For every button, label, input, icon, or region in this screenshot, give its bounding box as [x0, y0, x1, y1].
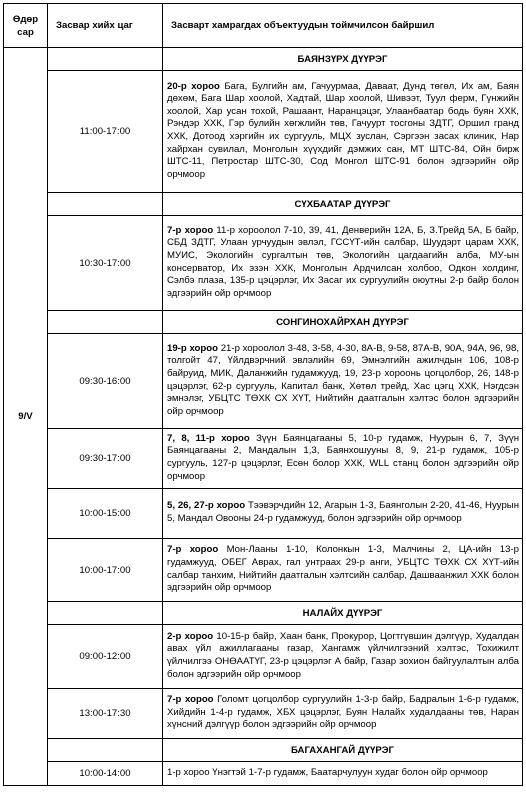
time-cell: 10:30-17:00	[48, 216, 163, 311]
time-cell: 13:00-17:30	[48, 689, 163, 739]
time-cell-blank	[48, 739, 163, 762]
khoroo-label: 2-р хороо	[167, 630, 214, 642]
location-text: Голомт цогцолбор сургуулийн 1-3-р байр, Бадралын 1-6-р гудамж, Хийдийн 1-4-р гудамж, ХБХ цэцэрлэг, Буян Налайх худалдааны төв, Наран хүнсний дэлгүүр болон эдгээрийн ойр орчмоор	[167, 694, 519, 731]
time-cell-blank	[48, 602, 163, 625]
khoroo-label: 7-р хороо	[167, 224, 214, 236]
location-cell	[163, 625, 523, 689]
location-text: Бага, Булгийн ам, Гачуурмаа, Даваат, Дунд төгөл, Их ам, Баян дөхөм, Бага Шар хоолой, Хадтай, Шар хоолой, Шивээт, Туул ферм, Гүнжийн хоолой, Хар усан тохой, Рашаант, Наранцэцэг, Улаанбаатар бодь буян ХХК, Рэндэр ХХК, Гэр булийн хөгжлийн төв, Гачуурт тосгоны ЗДТГ, Оршил гранд ХХК, Дотоод хэргийн их сургууль, МЦХ зуслан, Сэргээн засах клиник, Нар хайрхан сувилал, Монголын хүүхдийг дэмжих сан, МТ ШТС-84, Ойн бирж ШТС-11, Петростар ШТС-30, Сод Монгол ШТС-91 болон эдгээрийн ойр орчмоор	[167, 80, 519, 180]
time-cell: 09:30-16:00	[48, 334, 163, 429]
location-cell	[163, 429, 523, 489]
time-cell: 10:00-17:00	[48, 539, 163, 602]
location-cell	[163, 762, 523, 786]
schedule-row	[4, 689, 523, 739]
location-cell	[163, 334, 523, 429]
khoroo-label: 7-р хороо	[167, 694, 214, 706]
outage-schedule-table	[3, 3, 523, 786]
location-text: Мон-Лааны 1-10, Колонкын 1-3, Малчины 2, ЦА-ийн 13-р гудамжууд, ОБЕГ Аврах, гал унтраах 29-р анги, УБЦТС ТӨХК СХ ХҮТ-ийн салбар танхим, Нийтийн даатгалын хэлтсийн салбар, Дашваанжил ХХК болон эдгээрийн ойр орчмоор	[167, 544, 519, 594]
location-text: 11-р хороолол 7-10, 39, 41, Денверийн 12А, Б, З.Трейд 5А, Б байр, СБД ЗДТГ, Улаан урчуудын эвлэл, ГССҮТ-ийн салбар, Шуудэрт царам ХХК, МУИС, Экологийн сургалтын төв, Экологийн цагдаагийн алба, МУ-ын консерватор, Их эзэн ХХК, Монголын Ардчилсан холбоо, Одкон холдинг, Сэлбэ плаза, 135-р цэцэрлэг, Их Засаг их сургуулийн оюутны 2-р байр болон эдгээрийн ойр орчмоор	[167, 224, 520, 299]
location-text: Зүүн Баянцагааны 5, 10-р гудамж, Нуурын 6, 7, Зүүн Баянцагааны 2, Мандалын 1,3, Баянхошууны 8, 9, 21-р гудамж, 105-р сургууль, 127-р цэцэрлэг, Есөн болор ХХК, WLL станц болон эдгээрийн ойр орчмоор	[167, 432, 519, 482]
district-name: БАЯНЗҮРХ ДҮҮРЭГ	[163, 48, 523, 71]
time-cell-blank	[48, 193, 163, 216]
time-cell: 11:00-17:00	[48, 71, 163, 193]
location-text: 10-15-р байр, Хаан банк, Прокурор, Цогтгүвшин дэлгүүр, Худалдан авах үйл ажиллагааны газар, Хангамж үйлчилгээний хэлтэс, Тохижилт үйлчилгээ ОНӨААТҮГ, 23-р цэцэрлэг А байр, Газар зохион байгуулалтын алба болон эдгээрийн ойр орчмоор	[167, 630, 520, 680]
schedule-row	[4, 762, 523, 786]
khoroo-label: 20-р хороо	[167, 80, 220, 92]
location-cell	[163, 689, 523, 739]
khoroo-label: 7-р хороо	[167, 544, 219, 556]
table-header-row	[4, 4, 523, 48]
location-cell	[163, 71, 523, 193]
location-text: 1-р хороо Үнэгтэй 1-7-р гудамж, Баатарчулуун худаг болон ойр орчмоор	[167, 766, 488, 778]
time-cell: 10:00-15:00	[48, 489, 163, 539]
khoroo-label: 5, 26, 27-р хороо	[167, 500, 246, 512]
time-cell: 09:00-12:00	[48, 625, 163, 689]
location-cell	[163, 539, 523, 602]
time-cell-blank	[48, 311, 163, 334]
schedule-row	[4, 71, 523, 193]
schedule-row	[4, 334, 523, 429]
time-cell: 09:30-17:00	[48, 429, 163, 489]
district-row	[4, 48, 523, 71]
district-row	[4, 739, 523, 762]
location-text: Тээвэрчдийн 12, Агарын 1-3, Баянголын 2-20, 41-46, Нуурын 5, Мандал Овооны 24-р гудамжууд, болон эдгээрийн ойр орчмоор	[167, 500, 519, 524]
location-cell	[163, 489, 523, 539]
khoroo-label: 19-р хороо	[167, 342, 218, 354]
schedule-row	[4, 489, 523, 539]
district-name: СҮХБААТАР ДҮҮРЭГ	[163, 193, 523, 216]
header-location: Засварт хамрагдах объектуудын тоймчилсон байршил	[163, 4, 523, 48]
schedule-row	[4, 625, 523, 689]
khoroo-label: 7, 8, 11-р хороо	[167, 432, 250, 444]
district-name: БАГАХАНГАЙ ДҮҮРЭГ	[163, 739, 523, 762]
district-name: НАЛАЙХ ДҮҮРЭГ	[163, 602, 523, 625]
district-row	[4, 193, 523, 216]
schedule-row	[4, 216, 523, 311]
schedule-row	[4, 539, 523, 602]
header-time: Засвар хийх цаг	[48, 4, 163, 48]
schedule-row	[4, 429, 523, 489]
time-cell-blank	[48, 48, 163, 71]
location-cell	[163, 216, 523, 311]
header-date: Өдөр сар	[4, 4, 48, 48]
time-cell: 10:00-14:00	[48, 762, 163, 786]
district-name: СОНГИНОХАЙРХАН ДҮҮРЭГ	[163, 311, 523, 334]
location-text: 21-р хороолол 3-48, 3-58, 4-30, 8А-В, 9-58, 87А-В, 90А, 94А, 96, 98, толгойт 47, Үйлдвэрчний эвлэлийн 69, Эмнэлгийн ажилчдын 106, 108-р байруид, МИК, Даланжийн гудамжууд, 19, 23-р хороонь цогцолбор, 26, 148-р цэцэрлэг, 62-р сургууль, Капитал банк, Хөтөл трейд, Хас цэгц ХХК, Нэгдсэн эмнэлэг, УБЦТС ТӨХК СХ ХҮТ, Нийтийн даатгалын хэлтэс болон эдгээрийн ойр орчмоор	[167, 342, 519, 417]
district-row	[4, 311, 523, 334]
date-cell: 9/V	[4, 48, 48, 786]
district-row	[4, 602, 523, 625]
